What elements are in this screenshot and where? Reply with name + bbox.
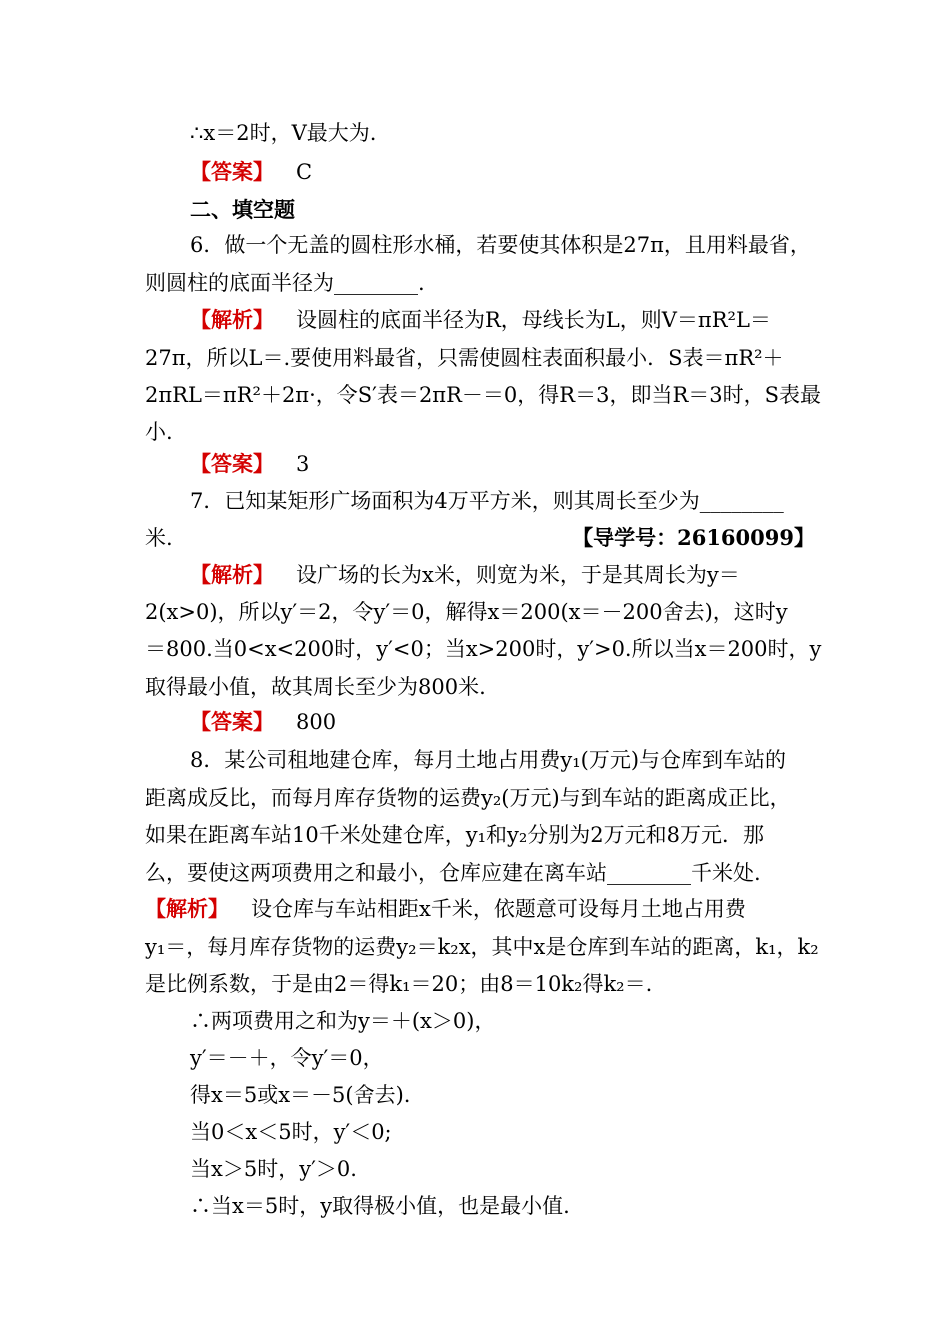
solution-line: 当x＞5时，y′＞0.: [190, 1157, 357, 1181]
question-8-line-2: 距离成反比，而每月库存货物的运费y₂(万元)与到车站的距离成正比，: [145, 786, 791, 810]
solution-line: ∴两项费用之和为y＝＋(x＞0)，: [190, 1009, 496, 1033]
question-8-line-1: 8．某公司租地建仓库，每月土地占用费y₁(万元)与仓库到车站的: [190, 748, 787, 772]
analysis-line: 2(x>0)，所以y′＝2，令y′＝0，解得x＝200(x＝－200舍去)，这时y: [145, 600, 788, 624]
analysis-line: 小.: [145, 420, 173, 444]
analysis-line: 【解析】 设圆柱的底面半径为R，母线长为L，则V＝πR²L＝: [190, 307, 771, 332]
analysis-tag: 【解析】: [190, 562, 274, 587]
question-6-line-2: 则圆柱的底面半径为________.: [145, 271, 425, 295]
text-line: ∴x＝2时，V最大为.: [190, 121, 377, 145]
reference-number: 【导学号：26160099】: [572, 525, 815, 550]
analysis-line: 是比例系数，于是由2＝得k₁＝20；由8＝10k₂得k₂＝.: [145, 972, 653, 996]
analysis-line: 【解析】 设广场的长为x米，则宽为米，于是其周长为y＝: [190, 562, 740, 587]
analysis-tag: 【解析】: [190, 307, 274, 332]
section-heading: 二、填空题: [190, 197, 295, 222]
question-8-line-4: 么，要使这两项费用之和最小，仓库应建在离车站________千米处.: [145, 861, 761, 885]
analysis-line: 【解析】 设仓库与车站相距x千米，依题意可设每月土地占用费: [145, 896, 746, 921]
answer-line: 【答案】 3: [190, 451, 310, 476]
analysis-line: 27π，所以L＝.要使用料最省，只需使圆柱表面积最小．S表＝πR²＋: [145, 346, 784, 370]
answer-line: 【答案】 C: [190, 159, 313, 184]
solution-line: 当0＜x＜5时，y′＜0;: [190, 1120, 392, 1144]
question-8-line-3: 如果在距离车站10千米处建仓库，y₁和y₂分别为2万元和8万元．那: [145, 823, 765, 847]
solution-line: 得x＝5或x＝－5(舍去).: [190, 1083, 411, 1107]
solution-line: y′＝－＋，令y′＝0，: [190, 1046, 384, 1070]
solution-line: ∴当x＝5时，y取得极小值，也是最小值.: [190, 1194, 570, 1218]
analysis-line: 取得最小值，故其周长至少为800米.: [145, 675, 486, 699]
analysis-line: 2πRL＝πR²＋2π·，令S′表＝2πR－＝0，得R＝3，即当R＝3时，S表最: [145, 383, 822, 407]
answer-tag: 【答案】: [190, 709, 274, 734]
analysis-line: y₁＝，每月库存货物的运费y₂＝k₂x，其中x是仓库到车站的距离，k₁，k₂: [145, 935, 819, 959]
answer-line: 【答案】 800: [190, 709, 337, 734]
question-7-line-2: 米. 【导学号：26160099】: [145, 523, 815, 553]
analysis-tag: 【解析】: [145, 896, 229, 921]
answer-tag: 【答案】: [190, 159, 274, 184]
question-6-line-1: 6．做一个无盖的圆柱形水桶，若要使其体积是27π，且用料最省，: [190, 233, 811, 257]
question-7-line-1: 7．已知某矩形广场面积为4万平方米，则其周长至少为________: [190, 489, 784, 513]
analysis-line: ＝800.当0<x<200时，y′<0；当x>200时，y′>0.所以当x＝200时，y: [145, 637, 822, 661]
answer-tag: 【答案】: [190, 451, 274, 476]
